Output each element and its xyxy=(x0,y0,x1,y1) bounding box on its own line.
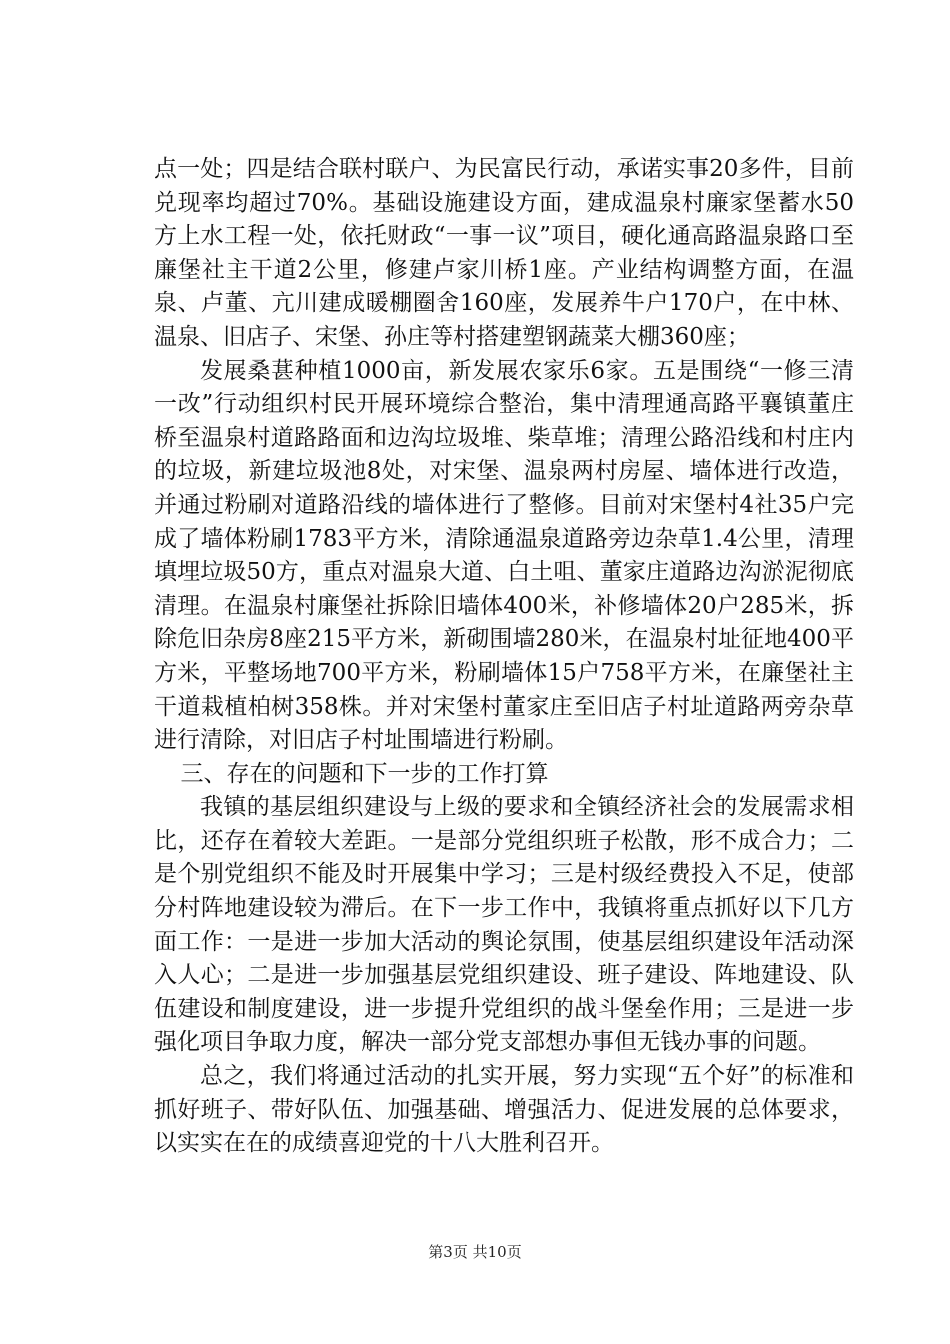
paragraph-problems-and-plans: 我镇的基层组织建设与上级的要求和全镇经济社会的发展需求相比，还存在着较大差距。一是部分党组织班子松散，形不成合力；二是个别党组织不能及时开展集中学习；三是村级经费投入不足，使部分村阵地建设较为滞后。在下一步工作中，我镇将重点抓好以下几方面工作：一是进一步加大活动的舆论氛围，使基层组织建设年活动深入人心；二是进一步加强基层党组织建设、班子建设、阵地建设、队伍建设和制度建设，进一步提升党组织的战斗堡垒作用；三是进一步强化项目争取力度，解决一部分党支部想办事但无钱办事的问题。 xyxy=(154,794,854,1056)
section-heading: 三、存在的问题和下一步的工作打算 xyxy=(180,760,549,787)
paragraph-environment-improvement: 发展桑葚种植1000亩，新发展农家乐6家。五是围绕“一修三清一改”行动组织村民开展环境综合整治，集中清理通高路平襄镇董庄桥至温泉村道路路面和边沟垃圾堆、柴草堆；清理公路沿线和村庄内的垃圾，新建垃圾池8处，对宋堡、温泉两村房屋、墙体进行改造，并通过粉刷对道路沿线的墙体进行了整修。目前对宋堡村4社35户完成了墙体粉刷1783平方米，清除通温泉道路旁边杂草1.4公里，清理填埋垃圾50方，重点对温泉大道、白土咀、董家庄道路边沟淤泥彻底清理。在温泉村廉堡社拆除旧墙体400米，补修墙体20户285米，拆除危旧杂房8座215平方米，新砌围墙280米，在温泉村址征地400平方米，平整场地700平方米，粉刷墙体15户758平方米，在廉堡社主干道栽植柏树358株。并对宋堡村董家庄至旧店子村址道路两旁杂草进行清除，对旧店子村址围墙进行粉刷。 xyxy=(154,357,854,754)
paragraph-conclusion: 总之，我们将通过活动的扎实开展，努力实现“五个好”的标准和抓好班子、带好队伍、加强基础、增强活力、促进发展的总体要求，以实实在在的成绩喜迎党的十八大胜利召开。 xyxy=(154,1063,854,1157)
page-number-footer: 第3页 共10页 xyxy=(428,1243,522,1261)
document-body xyxy=(154,153,854,1161)
paragraph-continuation: 点一处；四是结合联村联户、为民富民行动，承诺实事20多件，目前兑现率均超过70%。基础设施建设方面，建成温泉村廉家堡蓄水50方上水工程一处，依托财政“一事一议”项目，硬化通高路温泉路口至廉堡社主干道2公里，修建卢家川桥1座。产业结构调整方面，在温泉、卢董、亢川建成暖棚圈舍160座，发展养牛户170户，在中林、温泉、旧店子、宋堡、孙庄等村搭建塑钢蔬菜大棚360座； xyxy=(154,156,854,350)
